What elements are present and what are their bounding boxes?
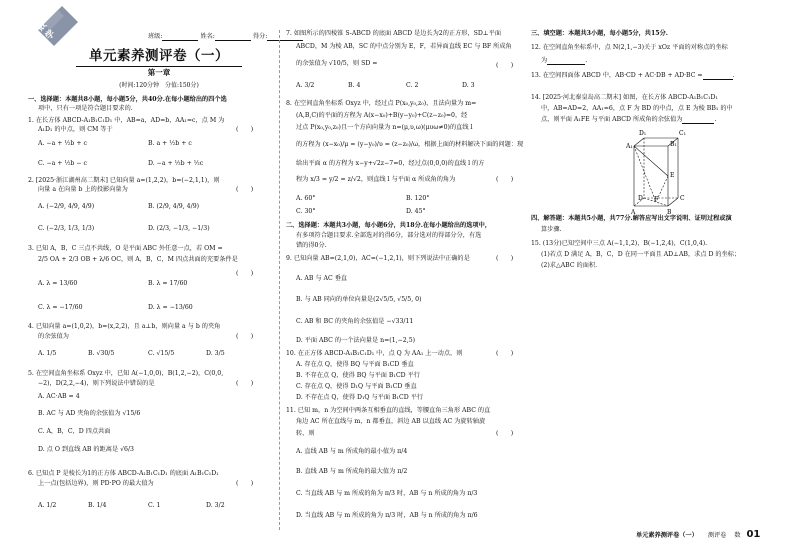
- q9-stem: 9. 已知向量 AB=(2,1,0)，AC=(−1,2,1)，则下列说法中正确的是: [286, 255, 470, 262]
- section-2-heading-cont1: 有多项符合题目要求.全部选对的得6分，部分选对的得部分分，有选: [296, 232, 482, 239]
- fig-label-b: B: [667, 209, 672, 216]
- q8-option-c[interactable]: C. 30°: [296, 208, 316, 215]
- footer-book: 测评卷: [707, 532, 727, 539]
- q6-option-d[interactable]: D. 3/2: [206, 502, 225, 509]
- subject-tab-label: 数学: [35, 20, 58, 43]
- q5-answer-paren[interactable]: ( ): [236, 380, 254, 387]
- q3-stem-cont: 2/5 OA + 2/3 OB + λ/6 OC，则 A，B，C，M 四点共面的充要条件是: [38, 256, 238, 263]
- q10-option-c[interactable]: C. 存在点 Q，使得 D₁Q 与平面 B₁CD 垂直: [296, 383, 417, 390]
- q1-stem: 1. 在长方体 ABCD-A₁B₁C₁D₁ 中，AB=a，AD=b，AA₁=c，点 M 为: [28, 117, 225, 124]
- class-label: 班级:: [148, 33, 163, 40]
- q9-option-d[interactable]: D. 平面 ABC 的一个法向量是 n=(1,−2,5): [296, 337, 416, 344]
- q2-option-d[interactable]: D. (2/3, −1/3, −1/3): [148, 225, 210, 232]
- section-1-heading-cont: 项中，只有一项是符合题目要求的.: [38, 105, 133, 112]
- q6-option-b[interactable]: B. 1/4: [88, 502, 107, 509]
- q7-answer-paren[interactable]: ( ): [496, 62, 514, 69]
- q5-option-b[interactable]: B. AC 与 AD 夹角的余弦值为 √15/6: [38, 410, 141, 417]
- q8-stem-cont2: 过点 P(x₀,y₀,z₀)且一个方向向量为 n=(μ,υ,ω)(μυω≠0)的直线 l: [296, 124, 473, 131]
- footer-label: 单元素养测评卷（一）: [636, 532, 698, 539]
- chapter-title: 第一章: [147, 68, 171, 77]
- footer-subject: 数: [734, 532, 741, 539]
- q5-option-c[interactable]: C. A，B，C，D 四点共面: [38, 428, 111, 435]
- q7-stem-cont1: ABCD，M 为棱 AB，SC 的中点分别为 E，F，若异面直线 EC 与 BF 所成角: [296, 43, 512, 50]
- q6-option-c[interactable]: C. 1: [148, 502, 161, 509]
- q4-stem: 4. 已知向量 a=(1,0,2)，b=(x,2,2)，且 a⊥b，则向量 a 与 b 的夹角: [28, 323, 221, 330]
- score-label: 得分:: [252, 33, 268, 40]
- q11-answer-paren[interactable]: ( ): [496, 430, 514, 437]
- q1-answer-paren[interactable]: ( ): [236, 126, 254, 133]
- q5-option-a[interactable]: A. AC·AB = 4: [38, 393, 80, 400]
- q3-answer-paren[interactable]: ( ): [236, 270, 254, 277]
- q14-stem: 14. [2025·河北秦皇岛高二期末] 如图，在长方体 ABCD-A₁B₁C₁D₁: [531, 94, 718, 101]
- q2-stem-cont: 向量 a 在向量 b 上的投影向量为: [38, 186, 128, 193]
- column-3: [531, 0, 777, 556]
- q13-answer-blank[interactable]: [703, 73, 733, 80]
- q4-stem-cont: 的余弦值为: [38, 333, 69, 340]
- q3-stem: 3. 已知 A，B，C 三点不共线，O 是平面 ABC 外任意一点，若 OM =: [28, 245, 223, 252]
- q7-stem: 7. 如图所示的四棱锥 S-ABCD 的底面 ABCD 是边长为2的正方形，SD⊥平面: [286, 30, 502, 37]
- q11-stem: 11. 已知 m，n 为空间中两条互相垂直的直线，等腰直角三角形 ABC 的直: [286, 407, 491, 414]
- section-4-heading: 四、解答题：本题共5小题，共77分.解答应写出文字说明、证明过程或演: [531, 215, 732, 222]
- section-2-heading-cont2: 错的得0分.: [296, 242, 327, 249]
- q11-option-d[interactable]: D. 当直线 AB 与 m 所成的角为 π/3 时，AB 与 n 所成的角为 π/6: [296, 512, 478, 519]
- q2-option-c[interactable]: C. (−2/3, 1/3, 1/3): [38, 225, 95, 232]
- q1-option-b[interactable]: B. a + ½b + c: [148, 140, 192, 147]
- q12-answer-blank[interactable]: [547, 58, 585, 65]
- fig-label-c1: C₁: [679, 130, 686, 137]
- q6-stem-cont: 上一点(包括边界)，则 PD·PO 的最大值为: [38, 480, 154, 487]
- q14-stem-cont2: 点，则平面 A₁FE 与平面 ABCD 所成角的余弦值为 .: [541, 116, 717, 123]
- fig-label-d: D: [638, 195, 643, 202]
- fig-label-a1: A₁: [626, 143, 633, 150]
- q8-option-d[interactable]: D. 45°: [406, 208, 426, 215]
- q11-option-b[interactable]: B. 直线 AB 与 m 所成角的最大值为 π/2: [296, 468, 408, 475]
- q2-option-b[interactable]: B. (2/9, 4/9, 4/9): [148, 203, 200, 210]
- q10-answer-paren[interactable]: ( ): [496, 350, 514, 357]
- q1-option-a[interactable]: A. −a + ½b + c: [38, 140, 87, 147]
- q2-stem: 2. [2025·浙江湖州高二期末] 已知向量 a=(1,2,2)，b=(−2,1,1)，则: [28, 177, 220, 184]
- q11-option-a[interactable]: A. 直线 AB 与 m 所成角的最小值为 π/4: [296, 448, 408, 455]
- q10-option-b[interactable]: B. 不存在点 Q，使得 BQ 与平面 B₁CD 平行: [296, 372, 420, 379]
- fig-label-c: C: [680, 195, 685, 202]
- q8-stem-cont4: 给出平面 α 的方程为 x−y+√2z−7=0，经过点(0,0,0)的直线 l 的方: [296, 160, 485, 167]
- fig-label-a: A: [631, 209, 636, 216]
- q8-stem: 8. 在空间直角坐标系 Oxyz 中，经过点 P(x₀,y₀,z₀)，且法向量为 m=: [286, 100, 477, 107]
- column-divider: [279, 30, 280, 530]
- q8-stem-cont1: (A,B,C)的平面的方程为 A(x−x₀)+B(y−y₀)+C(z−z₀)=0，经: [296, 112, 468, 119]
- q11-stem-cont2: 转，则: [296, 430, 315, 437]
- q13-text: 13. 在空间四面体 ABCD 中，AB·CD + AC·DB + AD·BC =: [531, 72, 703, 79]
- q3-option-c[interactable]: C. λ = −17/60: [38, 304, 83, 311]
- q6-answer-paren[interactable]: ( ): [236, 480, 254, 487]
- q4-answer-paren[interactable]: ( ): [236, 333, 254, 340]
- column-2: [286, 0, 526, 556]
- q15-part-2: (2)求△ABC 的面积.: [541, 262, 598, 269]
- page-number: 01: [746, 529, 761, 540]
- q5-stem: 5. 在空间直角坐标系 Oxyz 中，已知 A(−1,0,0)，B(1,2,−2)，C(0,0,: [28, 370, 224, 377]
- q5-stem-cont: −2)，D(2,2,−4)，则下列说法中错误的是: [38, 380, 155, 387]
- rectangular-prism-figure: [626, 126, 716, 216]
- q15-stem: 15. (13分)已知空间中三点 A(−1,1,2)，B(−1,2,4)，C(1,0,4).: [531, 240, 708, 247]
- section-2-heading: 二、选择题：本题共3小题，每小题6分，共18分.在每小题给出的选项中，: [286, 222, 491, 229]
- column-1: [28, 0, 266, 556]
- q2-answer-paren[interactable]: ( ): [236, 186, 254, 193]
- q12-stem: 12. 在空间直角坐标系中，点 N(2,1,−3)关于 xOz 平面的对称点的坐标: [531, 44, 728, 51]
- q9-option-c[interactable]: C. AB 和 BC 的夹角的余弦值是 −√33/11: [296, 318, 414, 325]
- q10-stem: 10. 在正方体 ABCD-A₁B₁C₁D₁ 中，点 Q 为 AA₁ 上一动点，则: [286, 350, 463, 357]
- fig-label-d1: D₁: [639, 130, 647, 137]
- q1-option-c[interactable]: C. −a + ½b − c: [38, 160, 87, 167]
- q7-option-b[interactable]: B. 4: [348, 82, 361, 89]
- q1-option-d[interactable]: D. −a + ½b + ½c: [148, 160, 204, 167]
- q8-option-a[interactable]: A. 60°: [296, 195, 316, 202]
- q7-option-d[interactable]: D. 3: [462, 82, 475, 89]
- q10-option-a[interactable]: A. 存在点 Q，使得 BQ 与平面 B₁CD 垂直: [296, 361, 414, 368]
- q4-option-c[interactable]: C. √15/5: [148, 350, 175, 357]
- page-title: 单元素养测评卷（一）: [89, 48, 229, 64]
- q14-text: 点，则平面 A₁FE 与平面 ABCD 所成角的余弦值为: [541, 116, 683, 123]
- section-3-heading: 三、填空题：本题共3小题，每小题5分，共15分.: [531, 30, 668, 37]
- q5-option-d[interactable]: D. 点 O 到直线 AB 的距离是 √6/3: [38, 446, 134, 453]
- name-label: 姓名:: [200, 33, 215, 40]
- q7-option-a[interactable]: A. 3/2: [296, 82, 315, 89]
- q3-option-a[interactable]: A. λ = 13/60: [38, 280, 78, 287]
- q15-part-1: (1)若点 D 满足 A，B，C，D 在同一平面且 AD⊥AB，求点 D 的坐标；: [541, 251, 741, 258]
- q12-prefix: 为: [541, 57, 548, 64]
- time-score: (时间:120分钟 分值:150分): [119, 82, 199, 89]
- q6-stem: 6. 已知点 P 是棱长为1的正方体 ABCD-A₁B₁C₁D₁ 的底面 A₁B₁C₁D₁: [28, 470, 219, 477]
- q8-stem-cont3: 的方程为 (x−x₀)/μ = (y−y₀)/υ = (z−z₀)/ω，根据上面的材料解决下面的问题：现: [296, 141, 524, 148]
- q11-option-c[interactable]: C. 当直线 AB 与 m 所成的角为 π/3 时，AB 与 n 所成的角为 π/3: [296, 490, 478, 497]
- section-4-heading-cont: 算步骤.: [541, 226, 562, 233]
- q4-option-b[interactable]: B. √30/5: [88, 350, 115, 357]
- q3-option-d[interactable]: D. λ = −13/60: [148, 304, 193, 311]
- q6-option-a[interactable]: A. 1/2: [38, 502, 57, 509]
- q2-option-a[interactable]: A. (−2/9, 4/9, 4/9): [38, 203, 95, 210]
- q8-option-b[interactable]: B. 120°: [406, 195, 430, 202]
- q9-answer-paren[interactable]: ( ): [496, 255, 514, 262]
- q7-option-c[interactable]: C. 2: [406, 82, 419, 89]
- section-1-heading: 一、选择题：本题共8小题，每小题5分，共40分.在每小题给出的四个选: [28, 96, 227, 103]
- q11-stem-cont1: 角边 AC 所在直线与 m，n 都垂直，斜边 AB 以直线 AC 为旋转轴旋: [296, 418, 486, 425]
- q13-stem: 13. 在空间四面体 ABCD 中，AB·CD + AC·DB + AD·BC = .: [531, 72, 735, 79]
- fig-label-f: F: [654, 196, 659, 203]
- fig-label-e: E: [670, 172, 675, 179]
- q14-answer-blank[interactable]: [682, 117, 714, 124]
- q1-stem-cont: A₁D₁ 的中点，则 CM 等于: [38, 126, 113, 133]
- q7-stem-cont2: 的余弦值为 √10/5，则 SD =: [296, 60, 378, 67]
- q4-option-a[interactable]: A. 1/5: [38, 350, 57, 357]
- q10-option-d[interactable]: D. 不存在点 Q，使得 D₁Q 与平面 B₁CD 平行: [296, 394, 424, 401]
- q3-option-b[interactable]: B. λ = 17/60: [148, 280, 188, 287]
- q14-stem-cont1: 中，AB=AD=2，AA₁=6，点 F 为 BD 的中点，点 E 为棱 BB₁ 的中: [541, 105, 733, 112]
- q12-stem-cont: 为 .: [541, 57, 588, 64]
- q9-option-b[interactable]: B. 与 AB 同向的单位向量是(2√5/5, √5/5, 0): [296, 296, 422, 303]
- q8-stem-cont5: 程为 x/3 = y/2 = z/√2，则直线 l 与平面 α 所成角的角为: [296, 176, 456, 183]
- q9-option-a[interactable]: A. AB 与 AC 垂直: [296, 275, 348, 282]
- q4-option-d[interactable]: D. 3/5: [206, 350, 225, 357]
- footer: [636, 528, 760, 542]
- fig-label-b1: B₁: [670, 141, 677, 148]
- q8-answer-paren[interactable]: ( ): [496, 176, 514, 183]
